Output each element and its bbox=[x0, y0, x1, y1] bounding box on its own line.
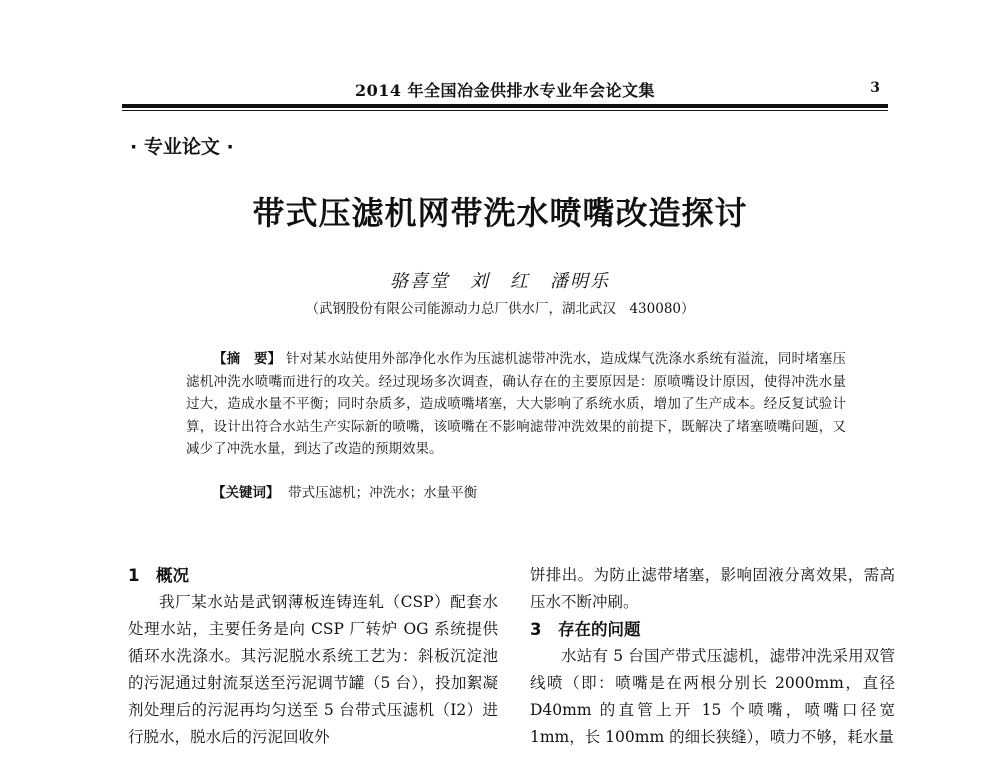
body-column-right bbox=[530, 562, 895, 751]
section-number-3: 3 bbox=[530, 620, 542, 639]
keywords-label: 【关键词】 bbox=[212, 485, 280, 501]
section-heading-3 bbox=[530, 616, 895, 643]
column-tag: · 专业论文 · bbox=[130, 136, 234, 158]
section-number-1: 1 bbox=[128, 566, 140, 585]
abstract bbox=[186, 348, 846, 461]
abstract-label: 【摘 要】 bbox=[213, 351, 282, 367]
section-3-paragraph: 水站有 5 台国产带式压滤机，滤带冲洗采用双管线喷（即：喷嘴是在两根分别长 2000mm，直径 D40mm 的直管上开 15 个喷嘴，喷嘴口径宽 1mm，长 100mm 的细长狭缝），喷力不够，耗水量 bbox=[530, 647, 895, 746]
section-title-3: 存在的问题 bbox=[558, 620, 641, 639]
journal-title: 2014 年全国冶金供排水专业年会论文集 bbox=[354, 81, 656, 100]
abstract-text: 针对某水站使用外部净化水作为压滤机滤带冲洗水，造成煤气洗涤水系统有溢流，同时堵塞压滤机冲洗水喷嘴而进行的攻关。经过现场多次调查，确认存在的主要原因是：原喷嘴设计原因，使得冲洗水量过大，造成水量不平衡；同时杂质多，造成喷嘴堵塞，大大影响了系统水质，增加了生产成本。经反复试验计算，设计出符合水站生产实际新的喷嘴，该喷嘴在不影响滤带冲洗效果的前提下，既解决了堵塞喷嘴问题，又减少了冲洗水量，到达了改造的预期效果。 bbox=[186, 351, 847, 457]
header-rule-thin bbox=[122, 110, 888, 111]
section-title-1: 概况 bbox=[156, 566, 189, 585]
running-header bbox=[122, 78, 888, 104]
body-column-left bbox=[128, 562, 498, 751]
affiliation: （武钢股份有限公司能源动力总厂供水厂，湖北武汉 430080） bbox=[305, 301, 695, 317]
page-number: 3 bbox=[870, 80, 880, 96]
authors: 骆喜堂 刘 红 潘明乐 bbox=[390, 271, 610, 292]
keywords bbox=[212, 481, 477, 501]
continued-paragraph: 饼排出。为防止滤带堵塞，影响固液分离效果，需高压水不断冲刷。 bbox=[530, 566, 895, 611]
header-rule-thick bbox=[122, 104, 888, 108]
paper-title: 带式压滤机网带洗水喷嘴改造探讨 bbox=[252, 194, 748, 232]
section-1-paragraph: 我厂某水站是武钢薄板连铸连轧（CSP）配套水处理水站，主要任务是向 CSP 厂转炉 OG 系统提供循环水洗涤水。其污泥脱水系统工艺为：斜板沉淀池的污泥通过射流泵送至污泥调节罐（5 台），投加絮凝剂处理后的污泥再均匀送至 5 台带式压滤机（I2）进行脱水，脱水后的污泥回收外 bbox=[128, 593, 498, 746]
keywords-text: 带式压滤机；冲洗水；水量平衡 bbox=[288, 485, 478, 501]
section-heading-1 bbox=[128, 562, 498, 589]
